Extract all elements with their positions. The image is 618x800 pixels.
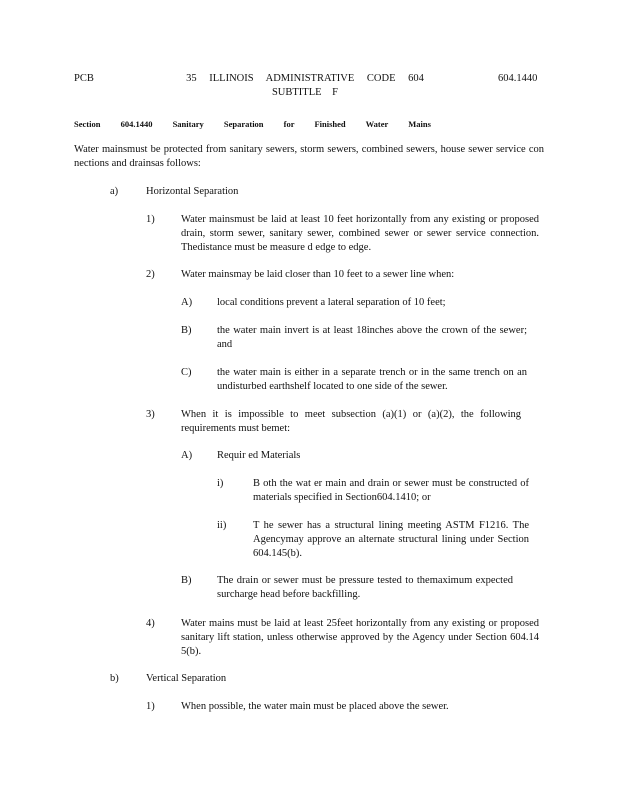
section-title: Section 604.1440 Sanitary Separation for Finished Water Mains (74, 119, 431, 129)
header-right: 604.1440 (498, 73, 538, 84)
intro-paragraph: Water mainsmust be protected from sanitary sewers, storm sewers, combined sewers, house sewer service con nections and drainsas follows: (74, 144, 544, 169)
a3A-label: A) (181, 450, 193, 461)
a3-label: 3) (146, 409, 155, 420)
a2-text: Water mainsmay be laid closer than 10 feet to a sewer line when: (181, 269, 455, 280)
a3Aii-label: ii) (217, 520, 227, 531)
a3Ai-label: i) (217, 478, 224, 489)
a1-text: Water mainsmust be laid at least 10 feet horizontally from any existing or proposed drain, storm sewer, sanitary sewer, combined sewer or sewer service connection. Thedistance must be measure d edge to edge. (181, 214, 539, 253)
a1-label: 1) (146, 214, 155, 225)
a2C-label: C) (181, 367, 192, 378)
a3Ai-text: B oth the wat er main and drain or sewer must be constructed of materials specified in Section604.1410; or (253, 478, 529, 503)
header-subtitle: SUBTITLE F (271, 87, 339, 98)
a4-text: Water mains must be laid at least 25feet horizontally from any existing or proposed sanitary lift station, unless otherwise approved by the Agency under Section 604.14 5(b). (181, 618, 539, 657)
a2B-label: B) (181, 325, 192, 336)
subsection-a-title: Horizontal Separation (146, 186, 239, 197)
subsection-a-label: a) (110, 186, 119, 197)
b1-label: 1) (146, 701, 155, 712)
header-title: 35 ILLINOIS ADMINISTRATIVE CODE 604 (186, 73, 424, 84)
a2B-text: the water main invert is at least 18inches above the crown of the sewer; and (217, 325, 527, 350)
a3Aii-text: T he sewer has a structural lining meeting ASTM F1216. The Agencymay approve an alternate structural lining under Section 604.145(b). (253, 520, 529, 559)
a3B-text: The drain or sewer must be pressure tested to themaximum expected surcharge head before backfilling. (217, 575, 513, 600)
a2A-label: A) (181, 297, 193, 308)
a3A-text: Requir ed Materials (217, 450, 301, 461)
a2C-text: the water main is either in a separate trench or in the same trench on an undisturbed earthshelf located to one side of the sewer. (217, 367, 527, 392)
header-left: PCB (74, 73, 94, 84)
a2-label: 2) (146, 269, 155, 280)
header-center (150, 72, 460, 100)
a4-label: 4) (146, 618, 155, 629)
subsection-b-label: b) (110, 673, 119, 684)
a2A-text: local conditions prevent a lateral separation of 10 feet; (217, 297, 446, 308)
a3-text: When it is impossible to meet subsection (a)(1) or (a)(2), the following requirements must bemet: (181, 409, 521, 434)
a3B-label: B) (181, 575, 192, 586)
subsection-b-title: Vertical Separation (146, 673, 227, 684)
b1-text: When possible, the water main must be placed above the sewer. (181, 701, 449, 712)
